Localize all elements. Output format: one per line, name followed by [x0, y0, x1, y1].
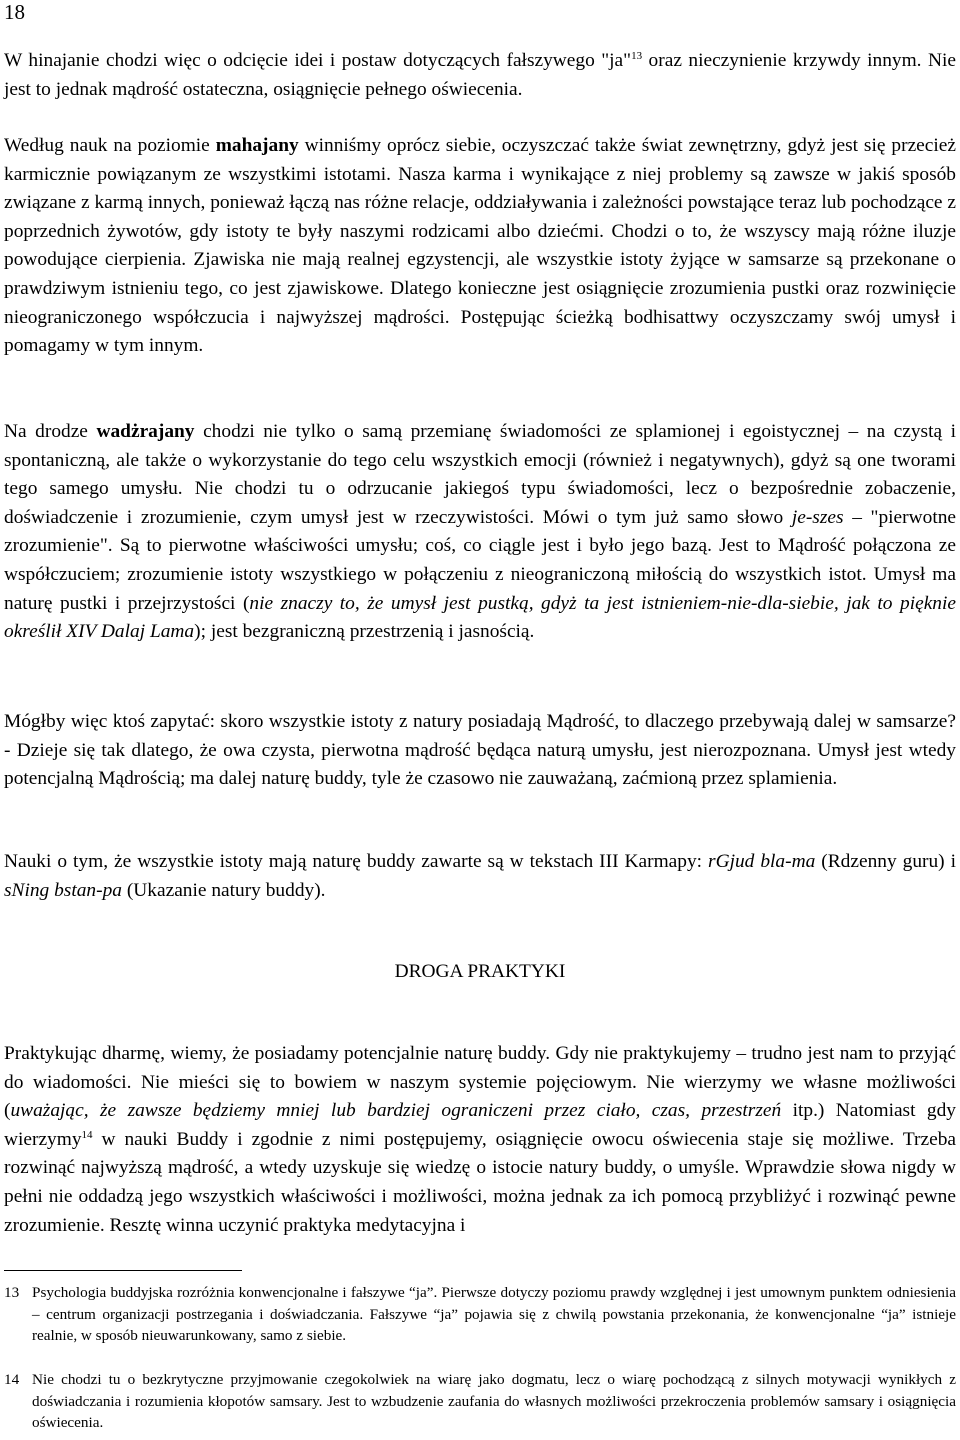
paragraph-practice	[4, 1040, 956, 1240]
footnote-separator	[4, 1270, 242, 1271]
paragraph-text: Na drodze	[4, 421, 97, 442]
paragraph-text: w nauki Buddy i zgodnie z nimi postępujemy, osiągnięcie owocu oświecenia staje się możliwe. Trzeba rozwinąć najwyższą mądrość, a wtedy uzyskuje się wiedzę o istocie natury buddy, o umyśle. Wprawdzie słowa nigdy w pełni nie oddadzą jego wszystkich właściwości i możliwości, można jednak za ich pomocą przybliżyć i rozwinąć pewne zrozumienie. Resztę winna uczynić praktyka medytacyjna i	[4, 1128, 956, 1236]
term-vajrayana: wadżrajany	[96, 421, 195, 442]
paragraph-text: oraz nieczynienie krzywdy innym. Nie jest to jednak mądrość ostateczna, osiągnięcie pełnego oświecenia.	[4, 50, 956, 100]
paragraph-mahayana	[4, 132, 956, 361]
footnote-number: 14	[4, 1371, 20, 1388]
paragraph-question: Mógłby więc ktoś zapytać: skoro wszystkie istoty z natury posiadają Mądrość, to dlaczego przebywają dalej w samsarze? - Dzieje się tak dlatego, że owa czysta, pierwotna mądrość będąca naturą umysłu, jest nierozpoznana. Umysł jest wtedy potencjalną Mądrością; ma dalej naturę buddy, tyle że czasowo nie zauważaną, zaćmioną przez splamienia.	[4, 711, 956, 790]
paragraph-text: (Rdzenny guru) i	[815, 851, 957, 872]
paragraph-text: Według nauk na poziomie	[4, 135, 216, 156]
footnote-number: 13	[4, 1284, 20, 1301]
title-sning-bstan-pa: sNing bstan-pa	[4, 879, 122, 901]
footnote-ref-13[interactable]: 13	[631, 50, 643, 62]
paragraph-text: ); jest bezgraniczną przestrzenią i jasnością.	[194, 621, 535, 643]
italic-remark: nie znaczy to, że umysł jest pustką, gdyż ta jest istnieniem-nie-dla-siebie, jak to pięknie określił XIV Dalaj Lama	[4, 592, 956, 643]
paragraph-hinayana	[4, 47, 956, 104]
paragraph-text: Praktykując dharmę, wiemy, że posiadamy potencjalnie naturę buddy. Gdy nie praktykujemy – trudno jest nam to przyjąć do wiadomości. Nie mieści się to bowiem w naszym systemie pojęciowym. Nie wierzymy we własne możliwości (	[4, 1043, 956, 1122]
term-je-szes: je-szes	[791, 506, 844, 528]
paragraph-text: (Ukazanie natury buddy).	[121, 879, 326, 901]
footnote-text: Nie chodzi tu o bezkrytyczne przyjmowanie czegokolwiek na wiarę jako dogmatu, lecz o wiarę pochodzącą z silnych motywacji wynikłych z doświadczania i rozumienia kłopotów samsary. Jest to wzbudzenie zaufania do własnych możliwości przekroczenia problemów samsary i osiągnięcia oświecenia.	[32, 1371, 956, 1432]
paragraph-vajrayana	[4, 418, 956, 647]
footnote-14	[4, 1369, 956, 1434]
section-heading: DROGA PRAKTYKI	[394, 961, 566, 982]
paragraph-text: chodzi nie tylko o samą przemianę świadomości ze splamionej i egoistycznej – na czystą i spontaniczną, ale także o wykorzystanie do tego celu wszystkich emocji (również i negatywnych), gdyż są one tworami tego samego umysłu. Nie chodzi tu o odrzucanie jakiegoś typu świadomości, lecz o bezpośrednie zobaczenie, doświadczenie i zrozumienie, czym umysł jest w rzeczywistości. Mówi o tym już samo słowo	[4, 421, 957, 528]
paragraph-text: W hinajanie chodzi więc o odcięcie idei i postaw dotyczących fałszywego "ja"	[4, 50, 632, 71]
paragraph-text: itp.) Natomiast gdy wierzymy	[4, 1100, 957, 1150]
footnote-text: Psychologia buddyjska rozróżnia konwencjonalne i fałszywe “ja”. Pierwsze dotyczy poziomu prawdy względnej i jest umownym punktem odniesienia – centrum organizacji postrzegania i doświadczania. Fałszywe “ja” pojawia się z chwilą powstania przekonania, że konwencjonalne “ja” istnieje realnie, w sposób nieuwarunkowany, samo z siebie.	[32, 1284, 956, 1345]
paragraph-karmapa	[4, 848, 956, 905]
paragraph-text: winniśmy oprócz siebie, oczyszczać także świat zewnętrzny, gdyż jest się przecież karmicznie powiązanym ze wszystkimi istotami. Nasza karma i wynikające z niej problemy są zawsze w jakiś sposób związane z karmą innych, ponieważ łączą nas różne relacje, oddziaływania i zależności powstające teraz lub pochodzące z poprzednich żywotów, gdy istoty te były naszymi rodzicami albo dziećmi. Chodzi o to, że wszyscy mają różne iluzje powodujące cierpienia. Zjawiska nie mają realnej egzystencji, ale wszystkie istoty żyjące w samsarze są przekonane o prawdziwym istnieniu tego, co jest zjawiskowe. Dlatego konieczne jest osiągnięcie zrozumienia pustki oraz rozwinięcie nieograniczonego współczucia i najwyższej mądrości. Postępując ścieżką bodhisattwy oczyszczamy swój umysł i pomagamy w tym innym.	[4, 135, 956, 357]
italic-remark: uważając, że zawsze będziemy mniej lub bardziej ograniczeni przez ciało, czas, przestrzeń	[10, 1100, 782, 1122]
footnote-ref-14[interactable]: 14	[81, 1128, 93, 1141]
term-mahayana: mahajany	[215, 135, 299, 156]
footnote-13	[4, 1282, 956, 1347]
title-rgjud-bla-ma: rGjud bla-ma	[708, 851, 816, 872]
paragraph-text: – "pierwotne zrozumienie". Są to pierwotne właściwości umysłu; coś, co ciągle jest i było jego bazą. Jest to Mądrość połączona ze współczuciem; zrozumienie istoty wszystkiego w połączeniu z nieograniczoną miłością do wszystkich istot. Umysł ma naturę pustki i przejrzystości (	[4, 506, 957, 614]
page-number: 18	[4, 0, 25, 24]
paragraph-text: Nauki o tym, że wszystkie istoty mają naturę buddy zawarte są w tekstach III Karmapy:	[4, 851, 709, 872]
